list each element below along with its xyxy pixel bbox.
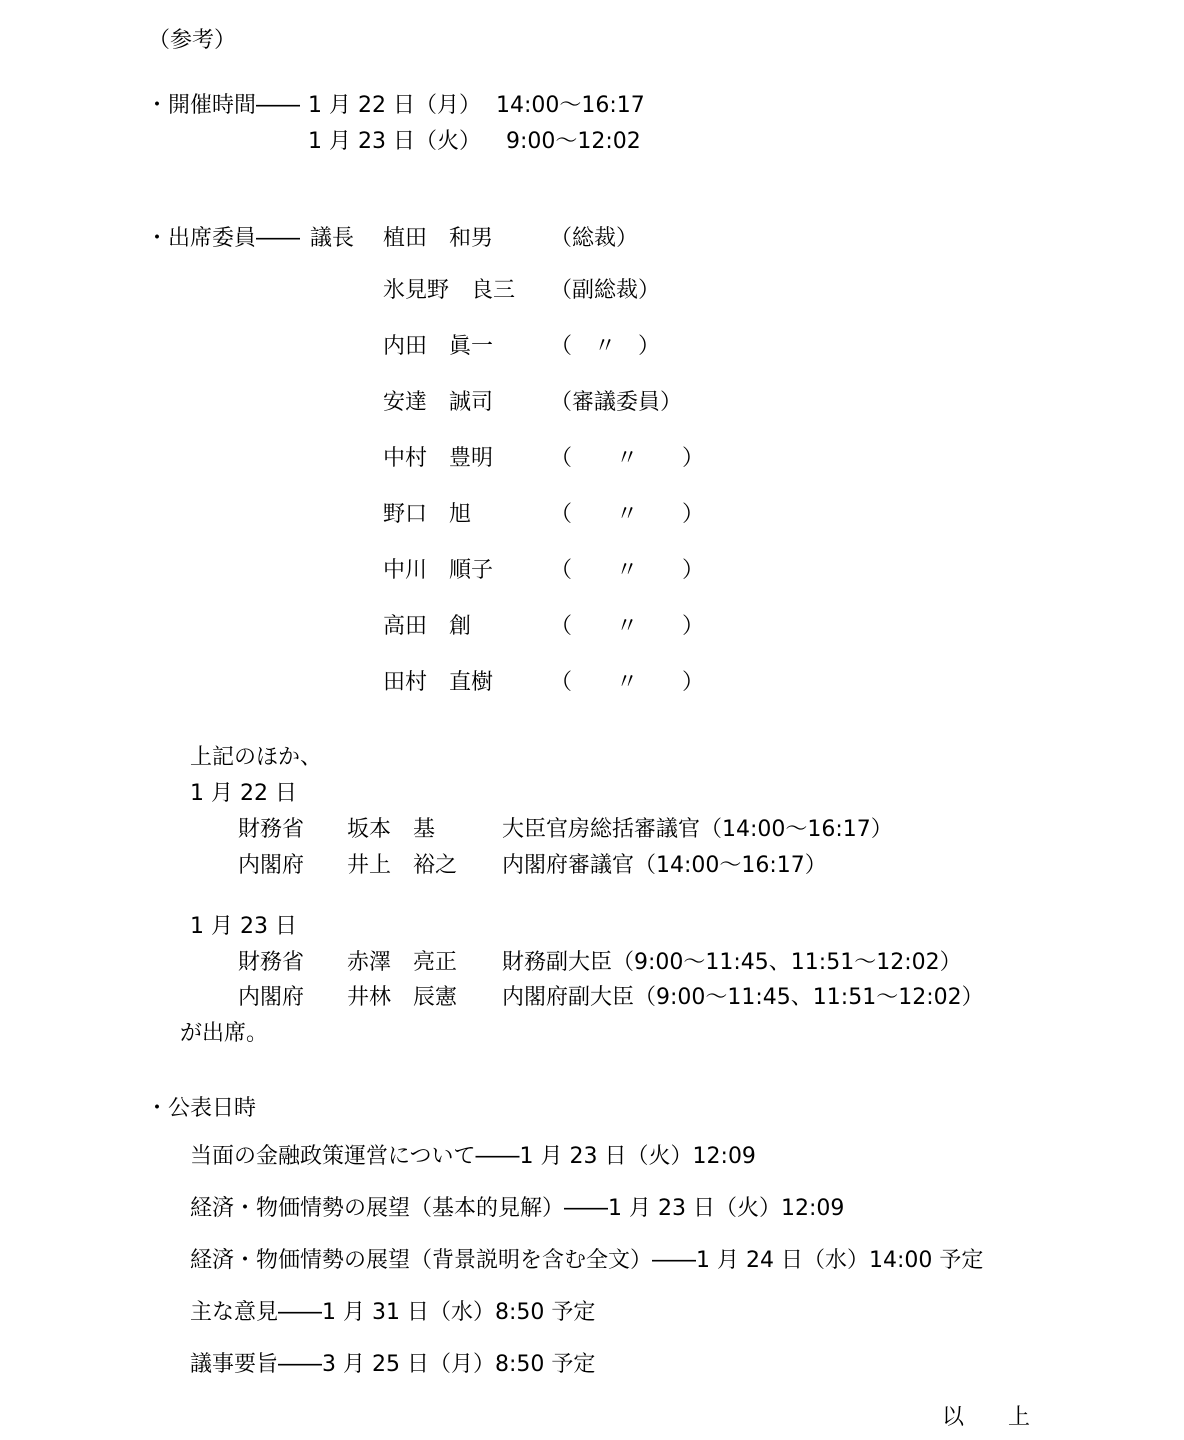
- official-title: 財務副大臣（9:00～11:45、11:51～12:02）: [502, 950, 962, 975]
- publication-item: 当面の金融政策運営について――1 月 23 日（火）12:09: [190, 1144, 756, 1169]
- official-title: 大臣官房総括審議官（14:00～16:17）: [502, 817, 893, 842]
- member-role: （ 〃 ）: [550, 614, 705, 639]
- others-day2-date: 1 月 23 日: [190, 914, 297, 939]
- official-name: 坂本 基: [347, 817, 436, 842]
- member-name: 中川 順子: [383, 558, 494, 583]
- official-name: 井林 辰憲: [347, 985, 458, 1010]
- member-name: 植田 和男: [383, 226, 494, 251]
- member-name: 高田 創: [383, 614, 472, 639]
- official-name: 赤澤 亮正: [347, 950, 458, 975]
- member-name: 田村 直樹: [383, 670, 494, 695]
- member-role: （ 〃 ）: [550, 502, 705, 527]
- member-name: 安達 誠司: [383, 390, 494, 415]
- official-name: 井上 裕之: [347, 853, 458, 878]
- chair-label: 議長: [310, 226, 355, 251]
- official-org: 財務省: [238, 950, 305, 975]
- publication-item: 主な意見――1 月 31 日（水）8:50 予定: [190, 1300, 596, 1325]
- member-role: （総裁）: [550, 226, 639, 251]
- member-role: （副総裁）: [550, 278, 661, 303]
- others-outro: が出席。: [180, 1021, 269, 1046]
- meeting-hours-time-1: 14:00～16:17: [496, 93, 645, 118]
- member-role: （ 〃 ）: [550, 446, 705, 471]
- official-title: 内閣府副大臣（9:00～11:45、11:51～12:02）: [502, 985, 984, 1010]
- member-name: 氷見野 良三: [383, 278, 516, 303]
- member-role: （審議委員）: [550, 390, 683, 415]
- official-org: 内閣府: [238, 853, 305, 878]
- member-role: （ 〃 ）: [550, 334, 661, 359]
- publication-item: 経済・物価情勢の展望（背景説明を含む全文）――1 月 24 日（水）14:00 予定: [190, 1248, 984, 1273]
- others-day1-date: 1 月 22 日: [190, 781, 297, 806]
- meeting-hours-time-2: 9:00～12:02: [506, 129, 641, 154]
- publication-label: ・公表日時: [146, 1096, 257, 1121]
- reference-heading: （参考）: [148, 28, 237, 53]
- official-org: 財務省: [238, 817, 305, 842]
- closing-mark: 以 上: [942, 1405, 1031, 1430]
- meeting-hours-date-2: 1 月 23 日（火）: [308, 129, 481, 154]
- member-name: 中村 豊明: [383, 446, 494, 471]
- meeting-hours-label: ・開催時間――: [146, 93, 301, 118]
- member-name: 内田 眞一: [383, 334, 494, 359]
- publication-item: 議事要旨――3 月 25 日（月）8:50 予定: [190, 1352, 596, 1377]
- member-name: 野口 旭: [383, 502, 472, 527]
- attendees-label: ・出席委員――: [146, 226, 301, 251]
- meeting-hours-date-1: 1 月 22 日（月）: [308, 93, 481, 118]
- official-org: 内閣府: [238, 985, 305, 1010]
- publication-item: 経済・物価情勢の展望（基本的見解）――1 月 23 日（火）12:09: [190, 1196, 845, 1221]
- member-role: （ 〃 ）: [550, 670, 705, 695]
- member-role: （ 〃 ）: [550, 558, 705, 583]
- others-intro: 上記のほか、: [190, 745, 323, 770]
- official-title: 内閣府審議官（14:00～16:17）: [502, 853, 827, 878]
